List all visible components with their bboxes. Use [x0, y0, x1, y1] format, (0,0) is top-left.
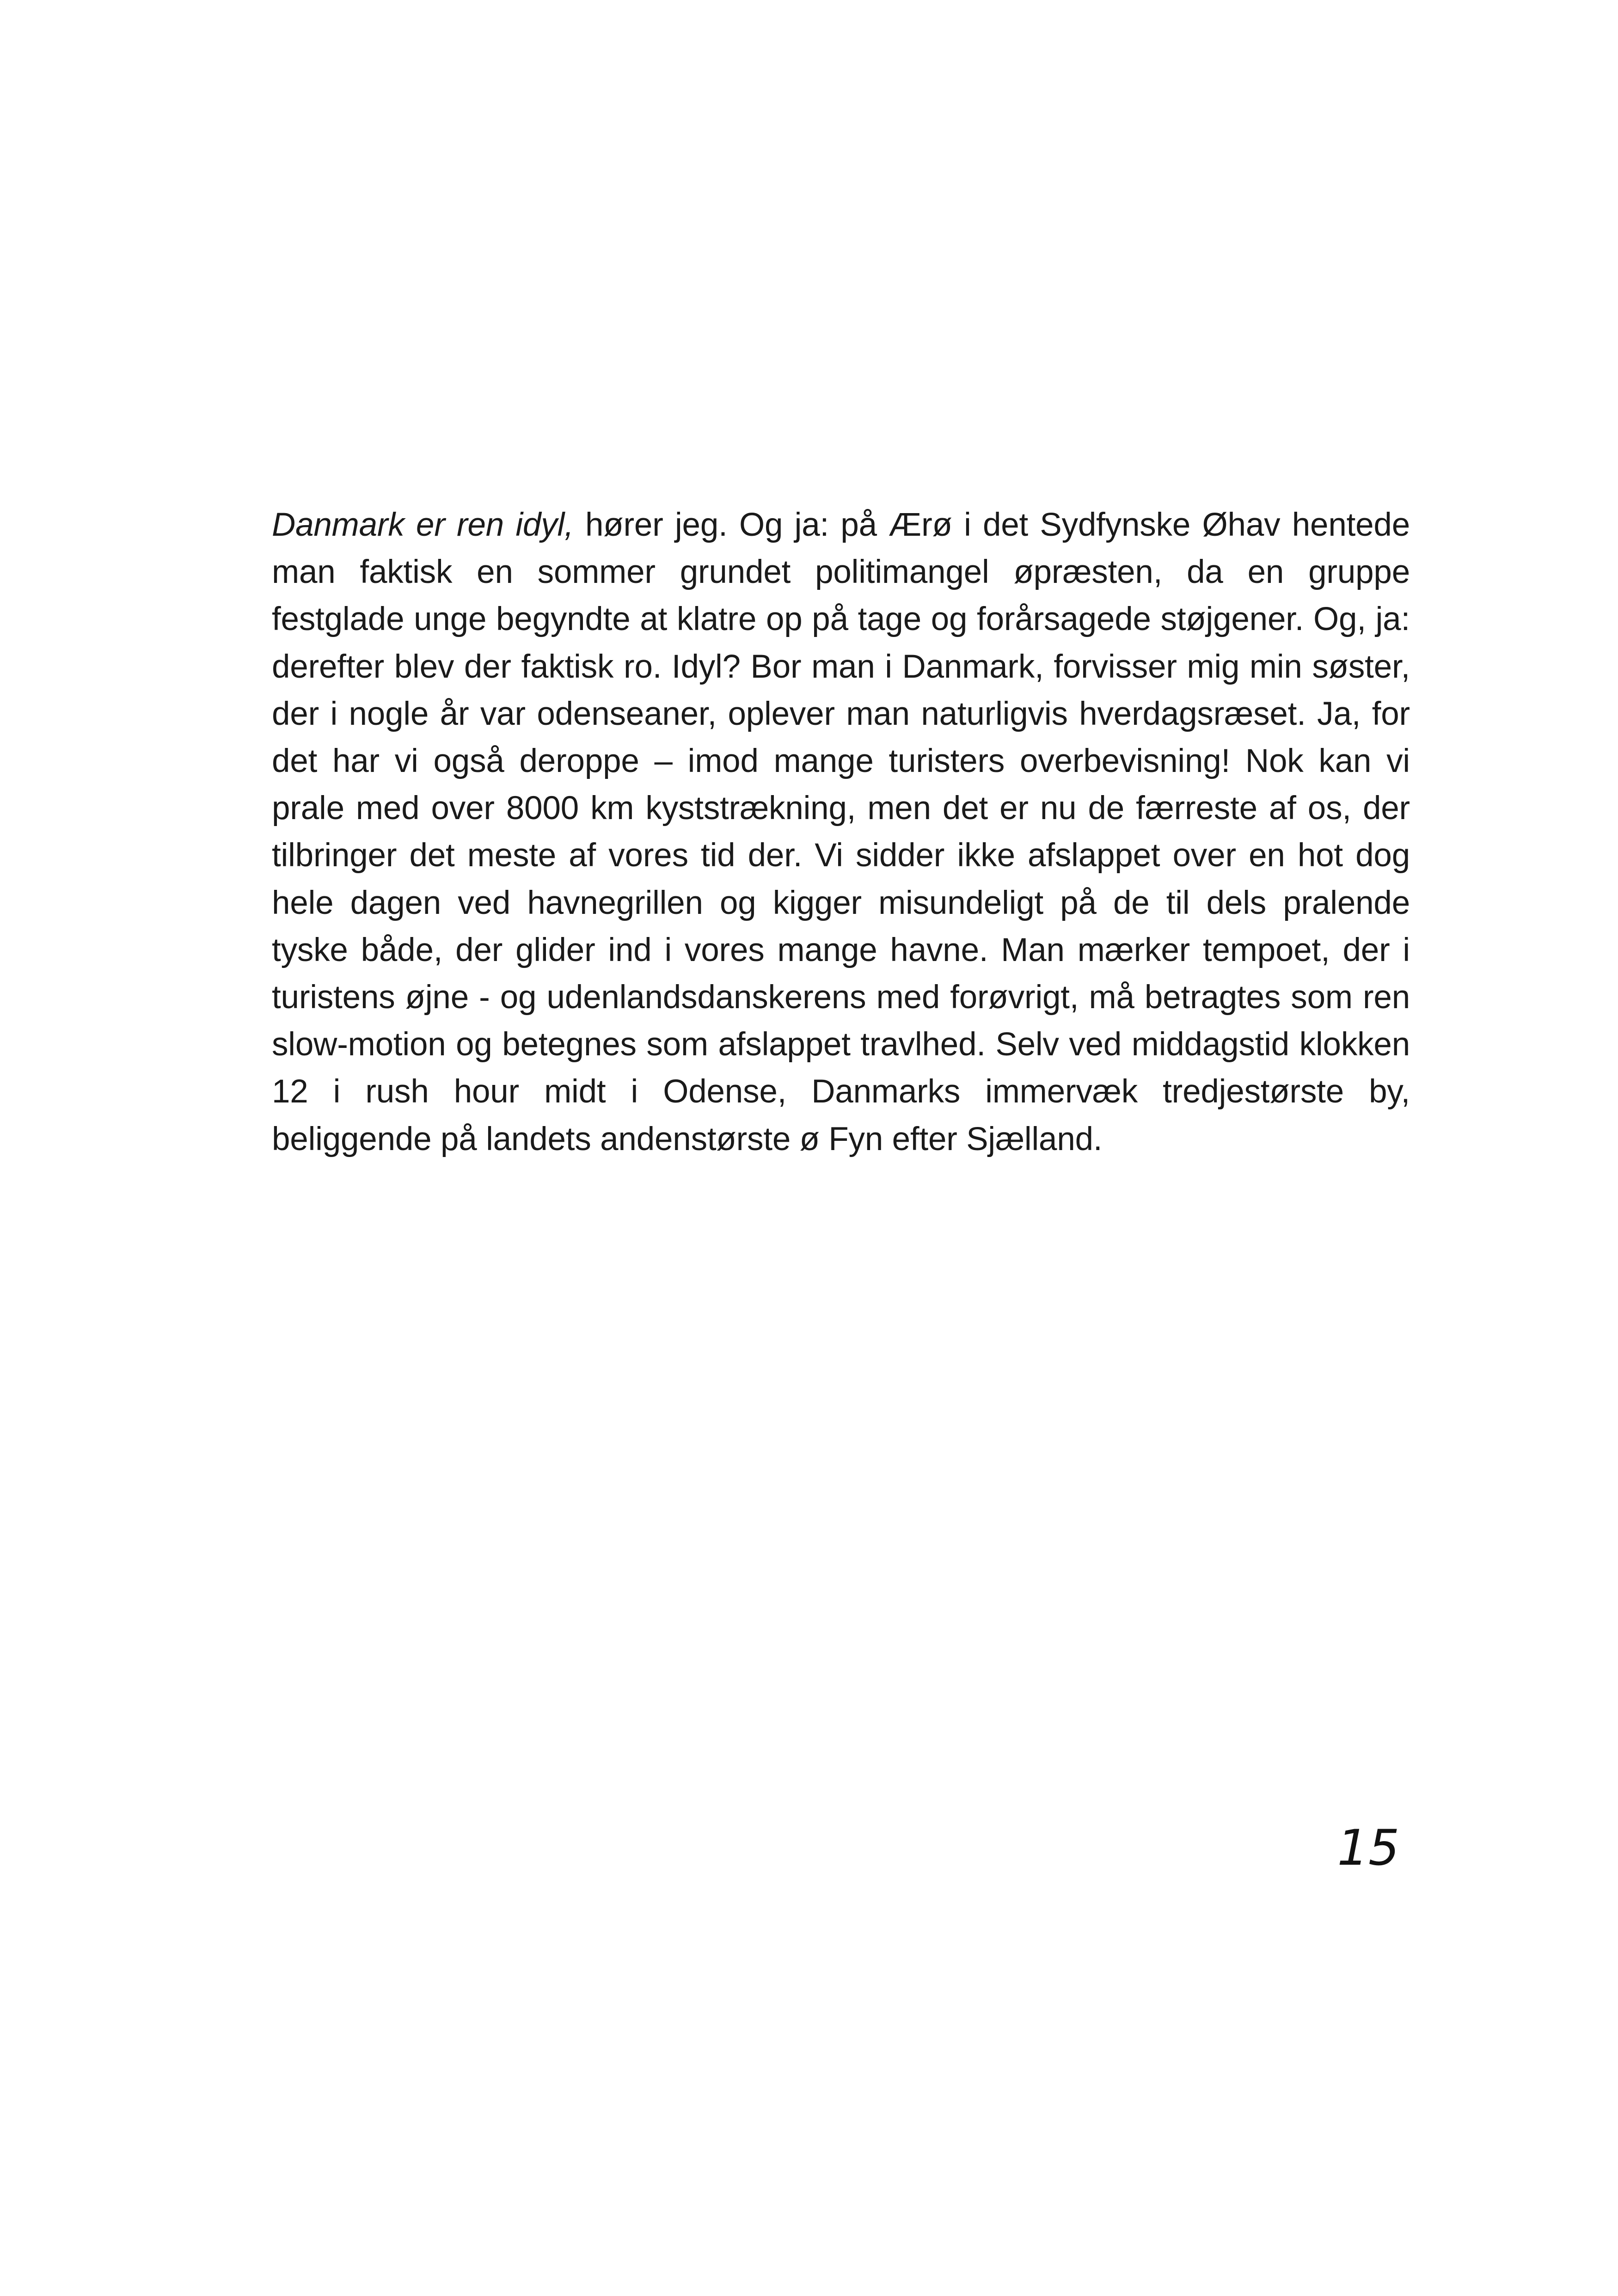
- paragraph-text: hører jeg. Og ja: på Ærø i det Sydfynske Øhav hentede man faktisk en sommer grundet politimangel øpræsten, da en gruppe festglade unge begyndte at klatre op på tage og forårsagede støjgener. Og, ja: derefter blev der faktisk ro. Idyl? Bor man i Danmark, forvisser mig min søster, der i nogle år var odenseaner, oplever man naturligvis hverdagsræset. Ja, for det har vi også deroppe – imod mange turisters overbevisning! Nok kan vi prale med over 8000 km kyststrækning, men det er nu de færreste af os, der tilbringer det meste af vores tid der. Vi sidder ikke afslappet over en hot dog hele dagen ved havnegrillen og kigger misundeligt på de til dels pralende tyske både, der glider ind i vores mange havne. Man mærker tempoet, der i turistens øjne - og udenlandsdanskerens med forøvrigt, må betragtes som ren slow-motion og betegnes som afslappet travlhed. Selv ved middagstid klokken 12 i rush hour midt i Odense, Danmarks immervæk tredjestørste by, beliggende på landets andenstørste ø Fyn efter Sjælland.: [272, 507, 1410, 1157]
- page-number: 15: [1337, 1819, 1400, 1876]
- body-paragraph: [272, 502, 1410, 1163]
- lead-italic-phrase: Danmark er ren idyl,: [272, 507, 574, 543]
